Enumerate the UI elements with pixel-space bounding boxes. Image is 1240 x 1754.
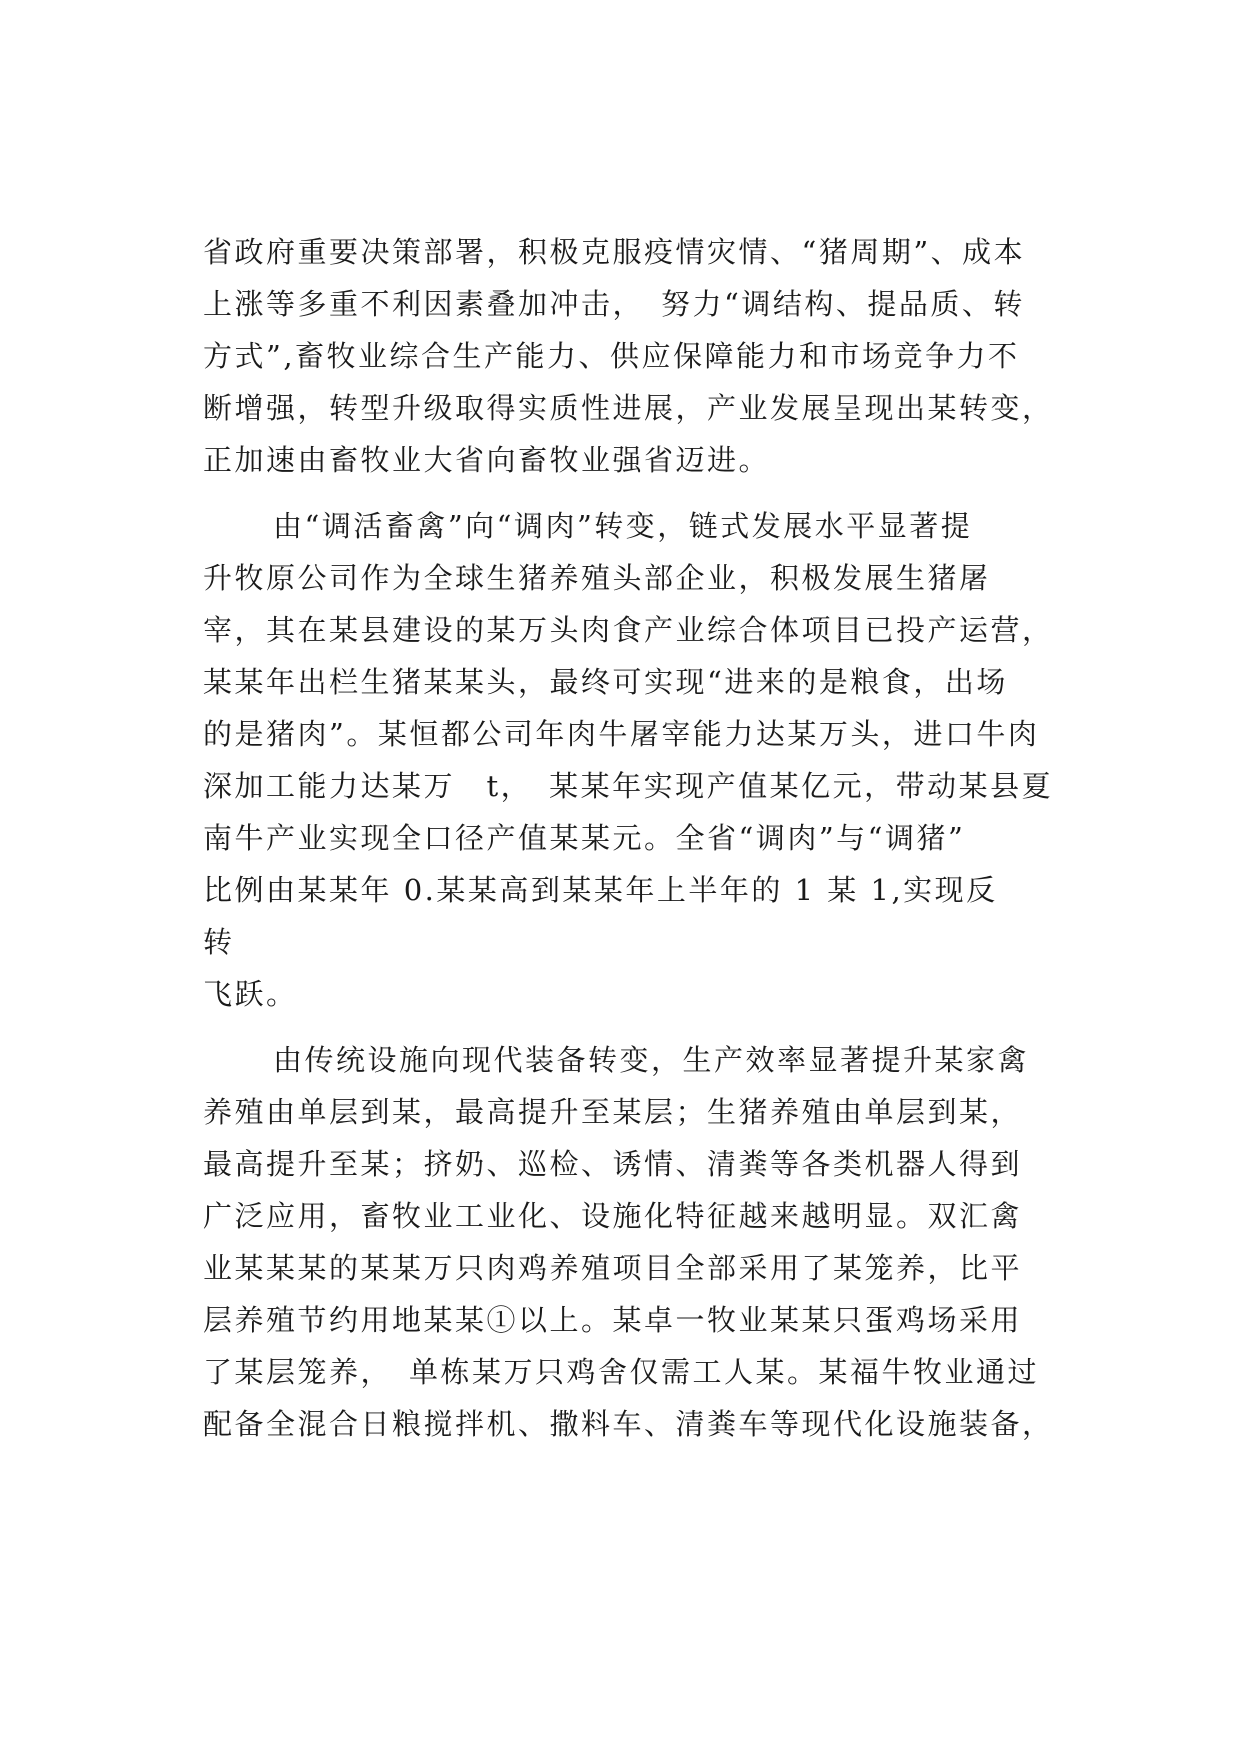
text-line: 养殖由单层到某，最高提升至某层；生猪养殖由单层到某， <box>203 1095 1023 1129</box>
paragraph-spacer <box>203 486 1083 500</box>
body-text <box>203 226 1083 1450</box>
text-line: 宰，其在某县建设的某万头肉食产业综合体项目已投产运营， <box>203 613 1054 647</box>
text-line: 某某年出栏生猪某某头，最终可实现“进来的是粮食，出场 <box>203 665 1008 699</box>
text-line: 广泛应用，畜牧业工业化、设施化特征越来越明显。双汇禽 <box>203 1199 1023 1233</box>
text-line: 配备全混合日粮搅拌机、撒料车、清粪车等现代化设施装备， <box>203 1407 1054 1441</box>
text-line: 业某某某的某某万只肉鸡养殖项目全部采用了某笼养，比平 <box>203 1251 1023 1285</box>
text-line: 正加速由畜牧业大省向畜牧业强省迈进。 <box>203 443 771 477</box>
text-line: 方式”,畜牧业综合生产能力、供应保障能力和市场竞争力不 <box>203 339 1020 373</box>
paragraph-3 <box>203 1034 1083 1450</box>
text-line: 层养殖节约用地某某①以上。某卓一牧业某某只蛋鸡场采用 <box>203 1303 1023 1337</box>
text-line: 转 <box>203 925 235 959</box>
text-line: 了某层笼养， 单栋某万只鸡舍仅需工人某。某福牛牧业通过 <box>203 1355 1040 1389</box>
text-line: 的是猪肉”。某恒都公司年肉牛屠宰能力达某万头，进口牛肉 <box>203 717 1040 751</box>
text-line: 由传统设施向现代装备转变，生产效率显著提升某家禽 <box>273 1043 1030 1077</box>
paragraph-2 <box>203 500 1083 1020</box>
text-line: 升牧原公司作为全球生猪养殖头部企业，积极发展生猪屠 <box>203 561 991 595</box>
text-line: 断增强，转型升级取得实质性进展，产业发展呈现出某转变， <box>203 391 1054 425</box>
paragraph-1 <box>203 226 1083 486</box>
text-line: 比例由某某年 0.某某高到某某年上半年的 1 某 1,实现反 <box>203 873 998 907</box>
text-line: 深加工能力达某万 t， 某某年实现产值某亿元，带动某县夏 <box>203 769 1054 803</box>
text-line: 上涨等多重不利因素叠加冲击， 努力“调结构、提品质、转 <box>203 287 1025 321</box>
text-line: 飞跃。 <box>203 977 298 1011</box>
text-line: 由“调活畜禽”向“调肉”转变，链式发展水平显著提 <box>273 509 973 543</box>
text-line: 南牛产业实现全口径产值某某元。全省“调肉”与“调猪” <box>203 821 966 855</box>
text-line: 最高提升至某；挤奶、巡检、诱情、清粪等各类机器人得到 <box>203 1147 1023 1181</box>
paragraph-spacer <box>203 1020 1083 1034</box>
text-line: 省政府重要决策部署，积极克服疫情灾情、“猪周期”、成本 <box>203 235 1026 269</box>
